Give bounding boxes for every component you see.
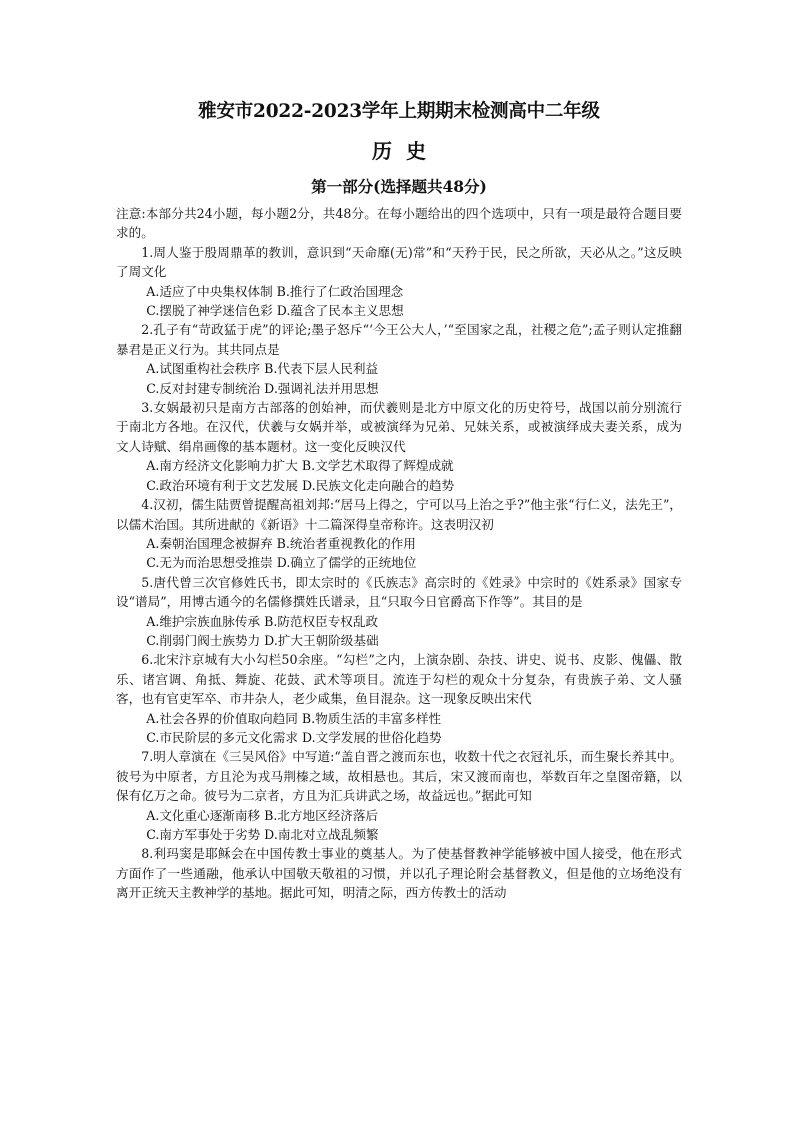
exam-body (116, 204, 682, 903)
question-options-row: C.南方军事处于劣势 D.南北对立战乱频繁 (146, 827, 379, 842)
question-2 (116, 320, 682, 398)
question-stem: 5.唐代曾三次官修姓氏书，即太宗时的《氏族志》高宗时的《姓录》中宗时的《姓系录》国家专设“谱局”，用博古通今的名儒修撰姓氏谱录，且“只取今日官爵高下作等”。其目的是 (116, 574, 682, 610)
exam-page (116, 100, 682, 903)
subject-title: 历史 (372, 139, 440, 163)
question-1 (116, 243, 682, 321)
question-stem: 4.汉初，儒生陆贾曾提醒高祖刘邦:“居马上得之，宁可以马上治之乎?”他主张“行仁义，法先王”，以儒术治国。其所进献的《新语》十二篇深得皇帝称许。这表明汉初 (116, 497, 682, 532)
question-options-row: C.摆脱了神学迷信色彩 D.蕴含了民本主义思想 (146, 303, 404, 319)
question-options-row: A.试图重构社会秩序 B.代表下层人民利益 (146, 361, 379, 377)
question-3 (116, 398, 682, 495)
question-options-row: A.适应了中央集权体制 B.推行了仁政治国理念 (146, 283, 404, 299)
question-stem: 8.利玛窦是耶稣会在中国传教士事业的奠基人。为了使基督教神学能够被中国人接受，他在形式方面作了一些通融，他承认中国敬天敬祖的习惯，并以孔子理论附会基督教义，但是他的立场绝没有离开正统天主教神学的基地。据此可知，明清之际，西方传教士的活动 (116, 846, 682, 901)
exam-title: 雅安市2022-2023学年上期期末检测高中二年级 (198, 101, 600, 122)
question-options-row: C.反对封建专制统治 D.强调礼法并用思想 (146, 380, 379, 396)
question-options-row: A.秦朝治国理念被摒弃 B.统治者重视教化的作用 (146, 535, 416, 551)
question-options-row: A.南方经济文化影响力扩大 B.文学艺术取得了辉煌成就 (146, 458, 454, 474)
question-stem: 2.孔子有“苛政猛于虎”的评论;墨子怒斥“‘今王公大人，’“至国家之乱，社稷之危”;孟子则认定推翻暴君是正义行为。其共同点是 (116, 322, 682, 357)
question-options-row: A.维护宗族血脉传承 B.防范权臣专权乱政 (146, 613, 379, 629)
instructions: 注意:本部分共24小题，每小题2分，共48分。在每小题给出的四个选项中，只有一项是最符合题目要求的。 (116, 206, 682, 241)
question-options-row: C.政治环境有利于文艺发展 D.民族文化走向融合的趋势 (146, 477, 455, 493)
question-stem: 3.女娲最初只是南方古部落的创始神，而伏羲则是北方中原文化的历史符号，战国以前分别流行于南北方各地。在汉代，伏羲与女娲并举，或被演绎为兄弟、兄妹关系，或被演绎成夫妻关系，成为文人诗赋、绢帛画像的基本题材。这一变化反映汉代 (116, 400, 682, 454)
question-stem: 1.周人鉴于殷周鼎革的教训，意识到“天命靡(无)常”和“天矜于民，民之所欲，天必从之。”这反映了周文化 (116, 244, 682, 280)
question-options-row: A.文化重心逐渐南移 B.北方地区经济落后 (146, 807, 379, 823)
question-options-row: A.社会各界的价值取向趋同 B.物质生活的丰富多样性 (146, 710, 442, 726)
question-options-row: C.无为而治思想受推崇 D.确立了儒学的正统地位 (146, 555, 417, 571)
section-heading: 第一部分(选择题共48分) (311, 177, 487, 196)
question-4 (116, 495, 682, 573)
question-options-row: C.市民阶层的多元文化需求 D.文学发展的世俗化趋势 (146, 729, 442, 745)
question-options-row: C.削弱门阀士族势力 D.扩大王朝阶级基础 (146, 632, 379, 648)
question-5 (116, 573, 682, 651)
question-stem: 7.明人章演在《三吴风俗》中写道:“盖自晋之渡而东也，收数十代之衣冠礼乐，而生聚长养其中。彼号为中原者，方且沦为戎马荆榛之域，故相悬也。其后，宋又渡而南也，举数百年之皇图帝籍，以保有亿万之命。彼号为二京者，方且为汇兵讲武之场，故益远也。”据此可知 (116, 749, 682, 804)
question-7 (116, 747, 682, 844)
question-6 (116, 650, 682, 747)
question-8 (116, 844, 682, 902)
question-stem: 6.北宋汴京城有大小勾栏50余座。“勾栏”之内，上演杂剧、杂技、讲史、说书、皮影、傀儡、散乐、诸宫调、角抵、舞旋、花鼓、武术等项目。流连于勾栏的观众十分复杂，有贵族子弟、文人骚客，也有官吏军卒、市井杂人，老少咸集，鱼目混杂。这一现象反映出宋代 (116, 652, 682, 707)
